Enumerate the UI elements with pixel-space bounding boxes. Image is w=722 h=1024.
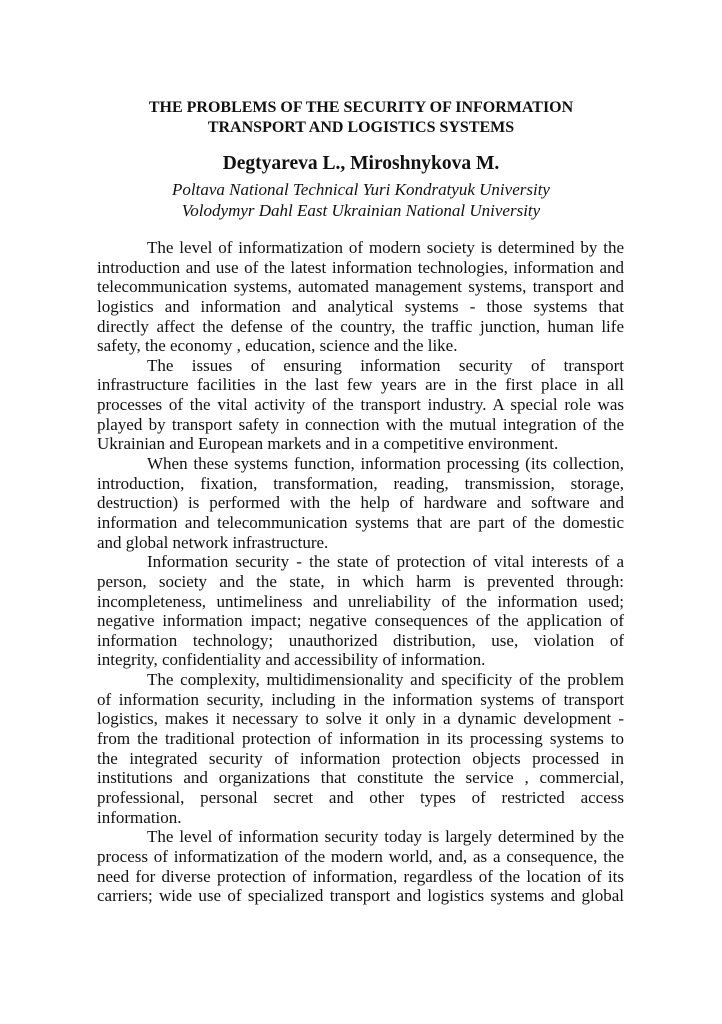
text-line: institutions and organizations that constitute the service , commercial, (97, 768, 624, 788)
paper-title (0, 98, 722, 138)
text-line: The level of information security today is largely determined by the (147, 827, 624, 847)
paragraph (97, 827, 624, 906)
text-line: process of informatization of the modern world, and, as a consequence, the (97, 846, 624, 866)
text-line: logistics and information and analytical systems - those systems that (97, 296, 624, 316)
text-line: the integrated security of information protection objects processed in (97, 748, 624, 768)
text-line: information technology; unauthorized distribution, use, violation of (97, 630, 624, 650)
text-line: When these systems function, information processing (its collection, (147, 454, 624, 474)
text-line: directly affect the defense of the country, the traffic junction, human life (97, 316, 624, 336)
text-line: The level of informatization of modern society is determined by the (147, 238, 624, 257)
text-line: carriers; wide use of specialized transport and logistics systems and global (97, 886, 624, 906)
text-line: incompleteness, untimeliness and unreliability of the information used; (97, 591, 624, 611)
text-line: introduction and use of the latest information technologies, information and (97, 257, 624, 277)
body-text (97, 238, 624, 906)
text-line: information. (97, 807, 182, 827)
text-line: destruction) is performed with the help of hardware and software and (97, 493, 624, 513)
text-line: played by transport safety in connection with the mutual integration of the (97, 414, 624, 434)
paragraph (97, 454, 624, 552)
paragraph (97, 670, 624, 827)
text-line: of information security, including in the information systems of transport (97, 689, 624, 709)
title-line: TRANSPORT AND LOGISTICS SYSTEMS (207, 119, 515, 136)
text-line: need for diverse protection of information, regardless of the location of its (97, 866, 624, 886)
paragraph (97, 356, 624, 454)
text-line: The issues of ensuring information security of transport (147, 355, 624, 375)
affiliation: Volodymyr Dahl East Ukrainian National University (181, 201, 541, 220)
text-line: person, society and the state, in which harm is prevented through: (97, 571, 624, 591)
title-line: THE PROBLEMS OF THE SECURITY OF INFORMATION (148, 99, 574, 116)
paragraph (97, 552, 624, 670)
text-line: safety, the economy , education, science and the like. (97, 336, 458, 356)
text-line: integrity, confidentiality and accessibility of information. (97, 650, 486, 670)
text-line: The complexity, multidimensionality and specificity of the problem (147, 670, 624, 690)
text-line: professional, personal secret and other types of restricted access (97, 787, 624, 807)
text-line: logistics, makes it necessary to solve it only in a dynamic development - (97, 709, 624, 729)
paragraph (97, 238, 624, 356)
text-line: and global network infrastructure. (97, 532, 329, 552)
affiliations (0, 179, 722, 221)
text-line: from the traditional protection of information in its processing systems to (97, 729, 624, 749)
text-line: processes of the vital activity of the transport industry. A special role was (97, 395, 624, 415)
affiliation: Poltava National Technical Yuri Kondratyuk University (172, 180, 550, 199)
text-line: negative information impact; negative consequences of the application of (97, 611, 624, 631)
text-line: telecommunication systems, automated management systems, transport and (97, 277, 624, 297)
authors: Degtyareva L., Miroshnykova M. (222, 153, 500, 174)
text-line: infrastructure facilities in the last few years are in the first place in all (97, 375, 624, 395)
text-line: Ukrainian and European markets and in a competitive environment. (97, 434, 559, 454)
text-line: introduction, fixation, transformation, reading, transmission, storage, (97, 473, 624, 493)
text-line: information and telecommunication systems that are part of the domestic (97, 512, 624, 532)
text-line: Information security - the state of protection of vital interests of a (147, 552, 624, 572)
